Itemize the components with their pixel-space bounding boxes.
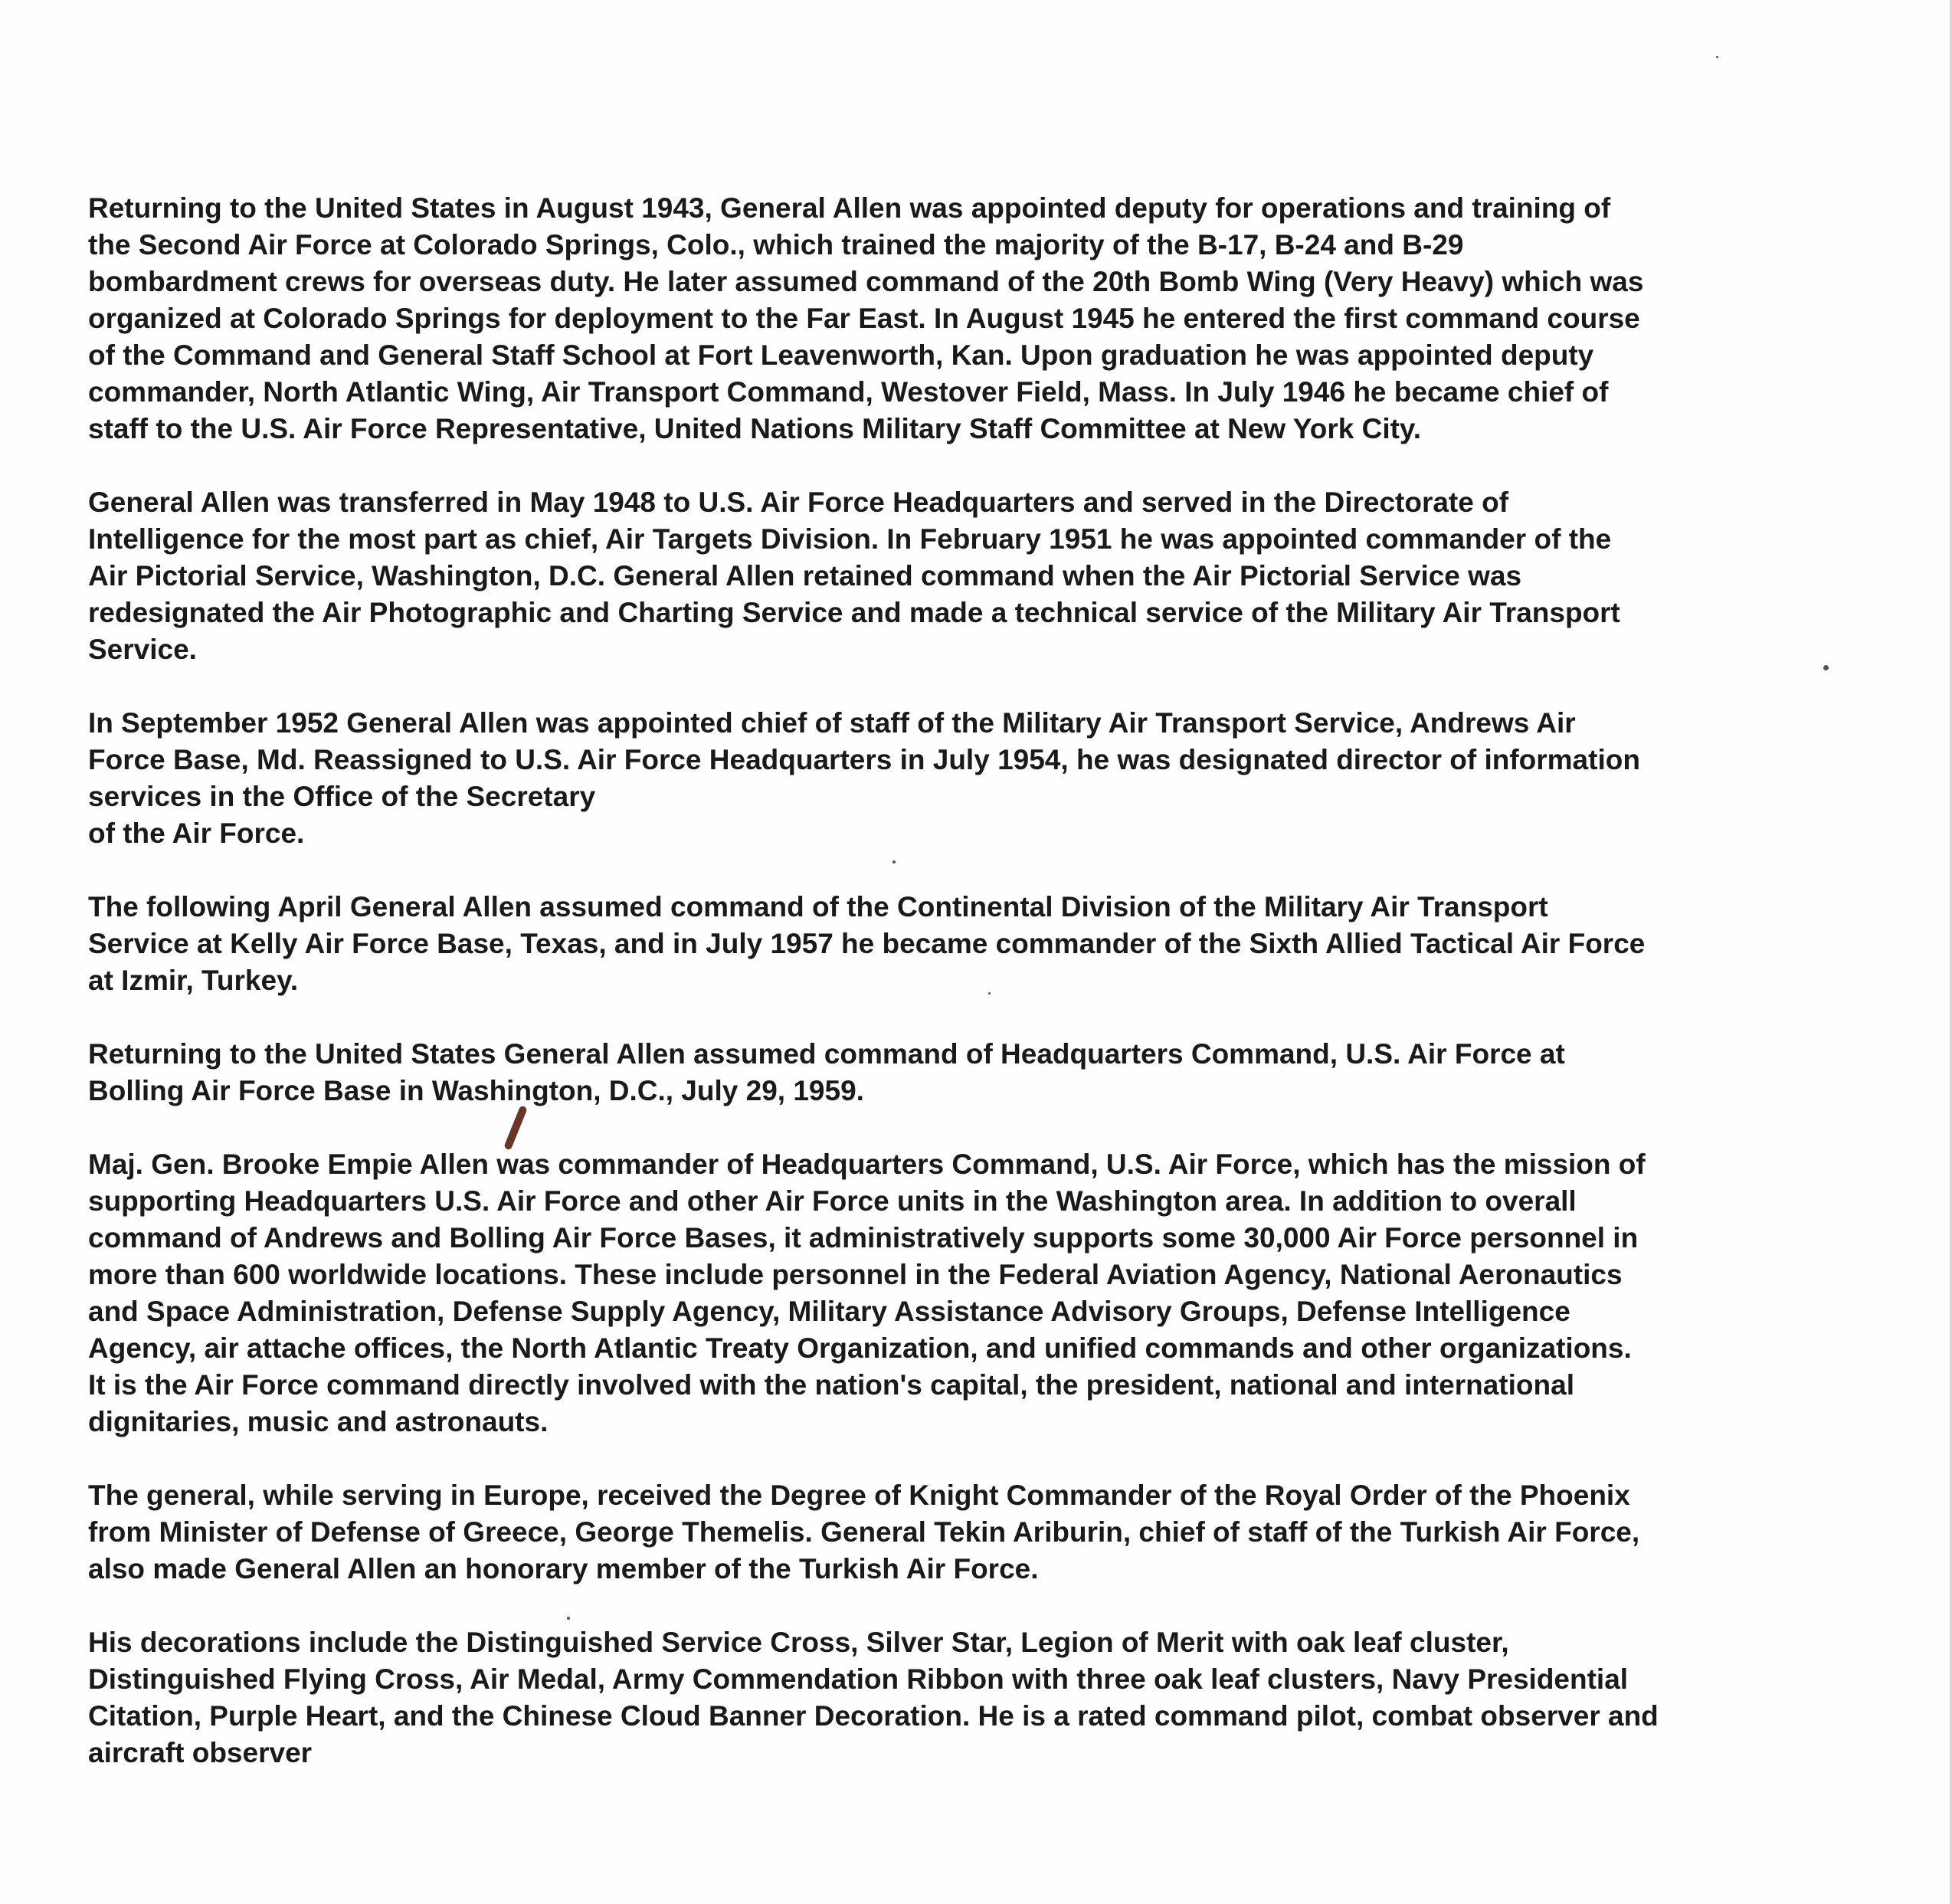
- paragraph-2: General Allen was transferred in May 1948 to U.S. Air Force Headquarters and served in the Directorate of Intelligence for the most part as chief, Air Targets Division. In February 1951 he was appointed commander of the Air Pictorial Service, Washington, D.C. General Allen retained command when the Air Pictorial Service was redesignated the Air Photographic and Charting Service and made a technical service of the Military Air Transport Service.: [88, 487, 1620, 665]
- paragraph-3: In September 1952 General Allen was appointed chief of staff of the Military Air Transport Service, Andrews Air Force Base, Md. Reassigned to U.S. Air Force Headquarters in July 1954, he was designated director of information services in the Office of the Secretary of the Air Force.: [88, 707, 1640, 849]
- paragraph-8: His decorations include the Distinguished Service Cross, Silver Star, Legion of Merit with oak leaf cluster, Distinguished Flying Cross, Air Medal, Army Commendation Ribbon with three oak leaf clusters, Navy Presidential Citation, Purple Heart, and the Chinese Cloud Banner Decoration. He is a rated command pilot, combat observer and aircraft observer: [88, 1627, 1659, 1768]
- scan-speck: [567, 1617, 570, 1620]
- paragraph-7: The general, while serving in Europe, received the Degree of Knight Commander of the Royal Order of the Phoenix from Minister of Defense of Greece, George Themelis. General Tekin Ariburin, chief of staff of the Turkish Air Force, also made General Allen an honorary member of the Turkish Air Force.: [88, 1480, 1640, 1584]
- paragraph-1: Returning to the United States in August 1943, General Allen was appointed deputy for operations and training of the Second Air Force at Colorado Springs, Colo., which trained the majority of the B-17, B-24 and B-29 bombardment crews for overseas duty. He later assumed command of the 20th Bomb Wing (Very Heavy) which was organized at Colorado Springs for deployment to the Far East. In August 1945 he entered the first command course of the Command and General Staff School at Fort Leavenworth, Kan. Upon graduation he was appointed deputy commander, North Atlantic Wing, Air Transport Command, Westover Field, Mass. In July 1946 he became chief of staff to the U.S. Air Force Representative, United Nations Military Staff Committee at New York City.: [88, 192, 1644, 444]
- document-body: [88, 190, 1881, 1808]
- scan-speck: [988, 992, 991, 995]
- scan-speck: [1716, 56, 1718, 58]
- paragraph-6: Maj. Gen. Brooke Empie Allen was commander of Headquarters Command, U.S. Air Force, which has the mission of supporting Headquarters U.S. Air Force and other Air Force units in the Washington area. In addition to overall command of Andrews and Bolling Air Force Bases, it administratively supports some 30,000 Air Force personnel in more than 600 worldwide locations. These include personnel in the Federal Aviation Agency, National Aeronautics and Space Administration, Defense Supply Agency, Military Assistance Advisory Groups, Defense Intelligence Agency, air attache offices, the North Atlantic Treaty Organization, and unified commands and other organizations. It is the Air Force command directly involved with the nation's capital, the president, national and international dignitaries, music and astronauts.: [88, 1149, 1646, 1437]
- scan-speck: [1823, 665, 1829, 670]
- paragraph-5: Returning to the United States General Allen assumed command of Headquarters Command, U.S. Air Force at Bolling Air Force Base in Washington, D.C., July 29, 1959.: [88, 1038, 1565, 1106]
- scan-speck: [892, 860, 896, 864]
- paragraph-4: The following April General Allen assumed command of the Continental Division of the Military Air Transport Service at Kelly Air Force Base, Texas, and in July 1957 he became commander of the Sixth Allied Tactical Air Force at Izmir, Turkey.: [88, 891, 1646, 996]
